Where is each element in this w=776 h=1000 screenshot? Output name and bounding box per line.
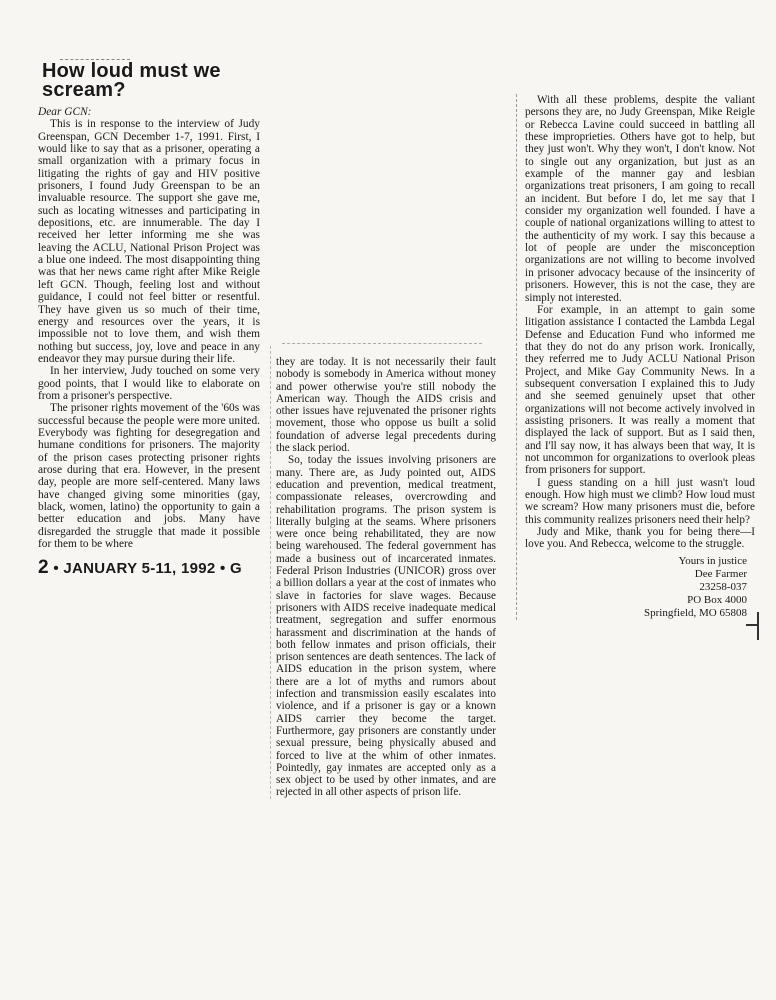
closing: Yours in justice bbox=[678, 554, 747, 567]
signature-block bbox=[525, 555, 755, 620]
paragraph: Judy and Mike, thank you for being there—I love you. And Rebecca, welcome to the struggle. bbox=[525, 526, 755, 551]
inmate-number: 23258-037 bbox=[699, 580, 747, 593]
paragraph: With all these problems, despite the valiant persons they are, no Judy Greenspan, Mike Reigle or Rebecca Lavine could succeed in battling all these improprieties. Others have got to help, but they just won't. Why they won't, I don't know. Not to single out any organization, but just as an example of the manner gay and lesbian organizations treat prisoners, I am going to recall an incident. But before I do, let me say that I consider my organization well founded. I have a couple of national organizations willing to attest to the authenticity of my work. I say this because a lot of people are under the misconception organizations are not willing to become involved in prisoner advocacy because of the insincerity of prisoners. However, this is not the case, they are simply not interested. bbox=[525, 94, 755, 304]
paragraph: they are today. It is not necessarily their fault nobody is somebody in America without money and power otherwise you're still nobody the American way. Though the AIDS crisis and other issues have rejuvenated the prisoner rights movement, those who oppose us built a solid foundation of adverse legal precedents during the slack period. bbox=[276, 356, 496, 455]
page-number: 2 bbox=[38, 557, 49, 579]
paragraph: For example, in an attempt to gain some litigation assistance I contacted the Lambda Legal Defense and Education Fund who informed me that they do not do any prison work. Ironically, they referred me to Judy ACLU National Prison Project, and Mike Gay Community News. In a subsequent conversation I explained this to Judy and she seemed genuinely upset that other organizations will not become actively involved in assisting prisoners. It was really a moment that displayed the lack of support. But as I said then, and I'll say now, it has always been that way, It is not uncommon for organizations to overlook pleas from prisoners for support. bbox=[525, 303, 755, 477]
clipping-left-column bbox=[38, 62, 260, 579]
city-state-zip: Springfield, MO 65808 bbox=[644, 606, 747, 619]
paragraph: So, today the issues involving prisoners are many. There are, as Judy pointed out, AIDS education and prevention, medical treatment, compassionate releases, overcrowding and rehabilitation programs. The prison system is literally bulging at the seams. Where prisoners were once being rehabilitated, they are now being warehoused. The federal government has made a business out of incarcerated inmates. Federal Prison Industries (UNICOR) gross over a billion dollars a year at the cost of inmates who slave in factories for slave wages. Because prisoners with AIDS receive inadequate medical treatment, segregation and suffer enormous harassment and discrimination at the hands of both fellow inmates and prison officials, their prison sentences are death sentences. The lack of AIDS education in the prison system, where there are a lot of myths and rumors about infection and transmission easily escalates into violence, and if a prisoner is gay or a known AIDS carrier they become the target. Furthermore, gay prisoners are constantly under sexual pressure, being physically abused and forced to live at the whim of other inmates. Pointedly, gay inmates are accepted only as a sex object to be used by other inmates, and are rejected in all other aspects of prison life. bbox=[276, 454, 496, 799]
crop-mark bbox=[757, 612, 759, 640]
clipping-right-column bbox=[516, 94, 755, 620]
footer-tail: G bbox=[230, 560, 242, 578]
paragraph: In her interview, Judy touched on some very good points, that I would like to elaborate on from a prisoner's perspective. bbox=[38, 365, 260, 402]
po-box: PO Box 4000 bbox=[687, 593, 747, 606]
bullet-separator: • bbox=[53, 560, 64, 578]
headline: How loud must we scream? bbox=[42, 60, 221, 101]
clipping-middle-column bbox=[270, 346, 496, 799]
bullet-separator: • bbox=[220, 560, 231, 578]
issue-date: JANUARY 5-11, 1992 bbox=[63, 560, 216, 578]
salutation: Dear GCN: bbox=[38, 106, 92, 118]
paragraph: I guess standing on a hill just wasn't loud enough. How high must we climb? How loud must we scream? How many prisoners must die, before this community realizes prisoners need their help? bbox=[525, 476, 755, 526]
author-name: Dee Farmer bbox=[694, 567, 747, 580]
scan-mark bbox=[282, 343, 482, 344]
crop-mark bbox=[746, 624, 758, 626]
page-footer bbox=[38, 557, 260, 579]
paragraph: The prisoner rights movement of the '60s was successful because the people were more united. Everybody was fighting for desegregation and humane conditions for prisoners. The majority of the prison cases protecting prisoner rights arose during that era. However, in the present day, people are more self-centered. Many laws have changed giving some minorities (gay, black, women, latino) the opportunity to gain a better education and jobs. Many have disregarded the struggle that made it possible for them to be where bbox=[38, 402, 260, 551]
paragraph: This is in response to the interview of Judy Greenspan, GCN December 1-7, 1991. First, I would like to say that as a prisoner, operating a small organization with a primary focus in litigating the rights of gay and HIV positive prisoners, I found Judy Greenspan to be an invaluable resource. The support she gave me, such as locating witnesses and participating in depositions, etc. are innumerable. The day I received her letter informing me she was leaving the ACLU, National Prison Project was a blue one indeed. The most disappointing thing was that her news came right after Mike Reigle left GCN. Though, feeling lost and without guidance, I could not feel bitter or resentful. They have given us so much of their time, energy and resources over the years, it is impossible not to love them, and wish them nothing but success, joy, love and peace in any endeavor they may pursue during their life. bbox=[38, 118, 260, 365]
